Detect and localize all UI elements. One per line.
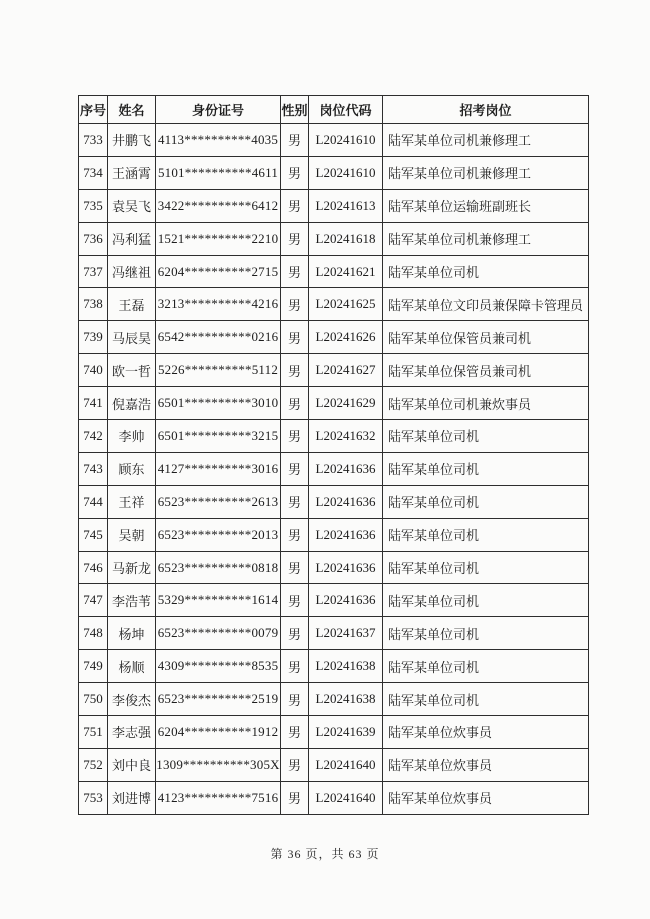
table-cell: 陆军某单位司机 (383, 485, 589, 518)
table-cell: 736 (79, 222, 108, 255)
table-cell: 男 (281, 551, 309, 584)
table-cell: 陆军某单位司机 (383, 551, 589, 584)
table-cell: 745 (79, 518, 108, 551)
table-cell: 6204**********1912 (156, 716, 281, 749)
table-cell: 3213**********4216 (156, 288, 281, 321)
table-cell: 陆军某单位司机 (383, 518, 589, 551)
col-header-recruit-post: 招考岗位 (383, 96, 589, 124)
table-cell: L20241636 (309, 518, 383, 551)
table-cell: L20241636 (309, 452, 383, 485)
table-cell: L20241640 (309, 781, 383, 814)
table-cell: 男 (281, 452, 309, 485)
table-cell: 3422**********6412 (156, 189, 281, 222)
table-cell: 陆军某单位司机兼修理工 (383, 124, 589, 157)
page-number-footer: 第 36 页，共 63 页 (270, 847, 380, 861)
table-cell: 男 (281, 387, 309, 420)
table-cell: 5101**********4611 (156, 156, 281, 189)
table-cell: L20241638 (309, 650, 383, 683)
table-row (79, 518, 589, 551)
table-cell: 袁吴飞 (108, 189, 156, 222)
table-row (79, 485, 589, 518)
table-cell: L20241610 (309, 124, 383, 157)
table-cell: 李俊杰 (108, 683, 156, 716)
table-cell: 750 (79, 683, 108, 716)
table-cell: 陆军某单位炊事员 (383, 748, 589, 781)
table-cell: 739 (79, 321, 108, 354)
table-cell: L20241613 (309, 189, 383, 222)
table-cell: L20241627 (309, 354, 383, 387)
table-cell: 李志强 (108, 716, 156, 749)
table-cell: 男 (281, 485, 309, 518)
table-cell: L20241618 (309, 222, 383, 255)
table-cell: 井鹏飞 (108, 124, 156, 157)
table-row (79, 716, 589, 749)
table-cell: 陆军某单位司机兼炊事员 (383, 387, 589, 420)
table-cell: 6523**********0818 (156, 551, 281, 584)
table-cell: 4127**********3016 (156, 452, 281, 485)
table-cell: 男 (281, 255, 309, 288)
table-cell: 陆军某单位司机 (383, 683, 589, 716)
table-cell: 王涵霄 (108, 156, 156, 189)
table-cell: 4309**********8535 (156, 650, 281, 683)
table-cell: 735 (79, 189, 108, 222)
table-cell: 6542**********0216 (156, 321, 281, 354)
table-cell: 陆军某单位司机 (383, 420, 589, 453)
table-cell: 男 (281, 748, 309, 781)
table-cell: 6501**********3010 (156, 387, 281, 420)
table-cell: 753 (79, 781, 108, 814)
table-row (79, 354, 589, 387)
table-cell: 男 (281, 156, 309, 189)
table-cell: 6204**********2715 (156, 255, 281, 288)
table-cell: 男 (281, 617, 309, 650)
table-cell: 6523**********2519 (156, 683, 281, 716)
table-cell: L20241629 (309, 387, 383, 420)
table-cell: 6523**********2013 (156, 518, 281, 551)
table-cell: 740 (79, 354, 108, 387)
table-cell: 男 (281, 584, 309, 617)
table-cell: 743 (79, 452, 108, 485)
table-cell: 倪嘉浩 (108, 387, 156, 420)
table-cell: L20241636 (309, 584, 383, 617)
col-header-id-number: 身份证号 (156, 96, 281, 124)
table-cell: L20241638 (309, 683, 383, 716)
table-row (79, 156, 589, 189)
table-cell: 6523**********2613 (156, 485, 281, 518)
table-cell: 吴朝 (108, 518, 156, 551)
table-cell: 李帅 (108, 420, 156, 453)
table-cell: 冯继祖 (108, 255, 156, 288)
table-body (79, 124, 589, 815)
header-row (79, 96, 589, 124)
table-cell: 王祥 (108, 485, 156, 518)
table-cell: 746 (79, 551, 108, 584)
table-cell: 刘进博 (108, 781, 156, 814)
table-row (79, 288, 589, 321)
table-cell: L20241636 (309, 551, 383, 584)
table-cell: 陆军某单位司机 (383, 650, 589, 683)
table-cell: 752 (79, 748, 108, 781)
table-cell: 738 (79, 288, 108, 321)
table-row (79, 189, 589, 222)
table-cell: 男 (281, 716, 309, 749)
table-row (79, 650, 589, 683)
table-cell: 陆军某单位司机兼修理工 (383, 156, 589, 189)
table-row (79, 617, 589, 650)
table-cell: 5329**********1614 (156, 584, 281, 617)
table-row (79, 748, 589, 781)
table-cell: 1309**********305X (156, 748, 281, 781)
table-cell: 4113**********4035 (156, 124, 281, 157)
table-cell: 男 (281, 124, 309, 157)
table-cell: 欧一哲 (108, 354, 156, 387)
table-cell: 男 (281, 683, 309, 716)
table-cell: 李浩苇 (108, 584, 156, 617)
table-cell: 男 (281, 518, 309, 551)
table-row (79, 387, 589, 420)
table-cell: 男 (281, 222, 309, 255)
table-row (79, 781, 589, 814)
table-cell: 杨顺 (108, 650, 156, 683)
table-cell: L20241626 (309, 321, 383, 354)
table-cell: 4123**********7516 (156, 781, 281, 814)
table-cell: 王磊 (108, 288, 156, 321)
recruitment-roster-table (78, 95, 589, 815)
table-cell: 陆军某单位保管员兼司机 (383, 354, 589, 387)
col-header-post-code: 岗位代码 (309, 96, 383, 124)
table-cell: 顾东 (108, 452, 156, 485)
table-cell: L20241640 (309, 748, 383, 781)
table-cell: 742 (79, 420, 108, 453)
table-cell: 6501**********3215 (156, 420, 281, 453)
table-cell: 陆军某单位运输班副班长 (383, 189, 589, 222)
table-row (79, 124, 589, 157)
table-row (79, 255, 589, 288)
table-cell: 男 (281, 189, 309, 222)
table-cell: 马辰昊 (108, 321, 156, 354)
table-row (79, 321, 589, 354)
table-cell: 杨坤 (108, 617, 156, 650)
table-cell: 陆军某单位司机兼修理工 (383, 222, 589, 255)
table-cell: 男 (281, 354, 309, 387)
table-cell: 冯利猛 (108, 222, 156, 255)
table-row (79, 420, 589, 453)
table-cell: 749 (79, 650, 108, 683)
table-cell: 陆军某单位司机 (383, 584, 589, 617)
table-cell: 男 (281, 288, 309, 321)
table-cell: 748 (79, 617, 108, 650)
table-cell: 733 (79, 124, 108, 157)
table-cell: L20241639 (309, 716, 383, 749)
table-cell: 陆军某单位司机 (383, 617, 589, 650)
table-cell: 5226**********5112 (156, 354, 281, 387)
table-cell: 陆军某单位司机 (383, 255, 589, 288)
table-cell: L20241621 (309, 255, 383, 288)
col-header-name: 姓名 (108, 96, 156, 124)
table-row (79, 452, 589, 485)
col-header-gender: 性别 (281, 96, 309, 124)
table-cell: 陆军某单位炊事员 (383, 716, 589, 749)
table-row (79, 551, 589, 584)
table-cell: 741 (79, 387, 108, 420)
table-cell: 陆军某单位司机 (383, 452, 589, 485)
table-cell: 刘中良 (108, 748, 156, 781)
table-cell: 1521**********2210 (156, 222, 281, 255)
table-cell: 马新龙 (108, 551, 156, 584)
table-cell: L20241625 (309, 288, 383, 321)
table-cell: 6523**********0079 (156, 617, 281, 650)
table-cell: 744 (79, 485, 108, 518)
table-cell: 陆军某单位文印员兼保障卡管理员 (383, 288, 589, 321)
table-row (79, 222, 589, 255)
table-cell: 陆军某单位保管员兼司机 (383, 321, 589, 354)
table-cell: L20241632 (309, 420, 383, 453)
table-cell: 男 (281, 781, 309, 814)
table-cell: 734 (79, 156, 108, 189)
table-row (79, 584, 589, 617)
table-cell: 男 (281, 420, 309, 453)
table-cell: L20241610 (309, 156, 383, 189)
table-cell: L20241637 (309, 617, 383, 650)
table-cell: 陆军某单位炊事员 (383, 781, 589, 814)
table-cell: 747 (79, 584, 108, 617)
table-row (79, 683, 589, 716)
table-cell: 男 (281, 650, 309, 683)
table-cell: L20241636 (309, 485, 383, 518)
table-cell: 737 (79, 255, 108, 288)
table-cell: 751 (79, 716, 108, 749)
table-cell: 男 (281, 321, 309, 354)
col-header-index: 序号 (79, 96, 108, 124)
